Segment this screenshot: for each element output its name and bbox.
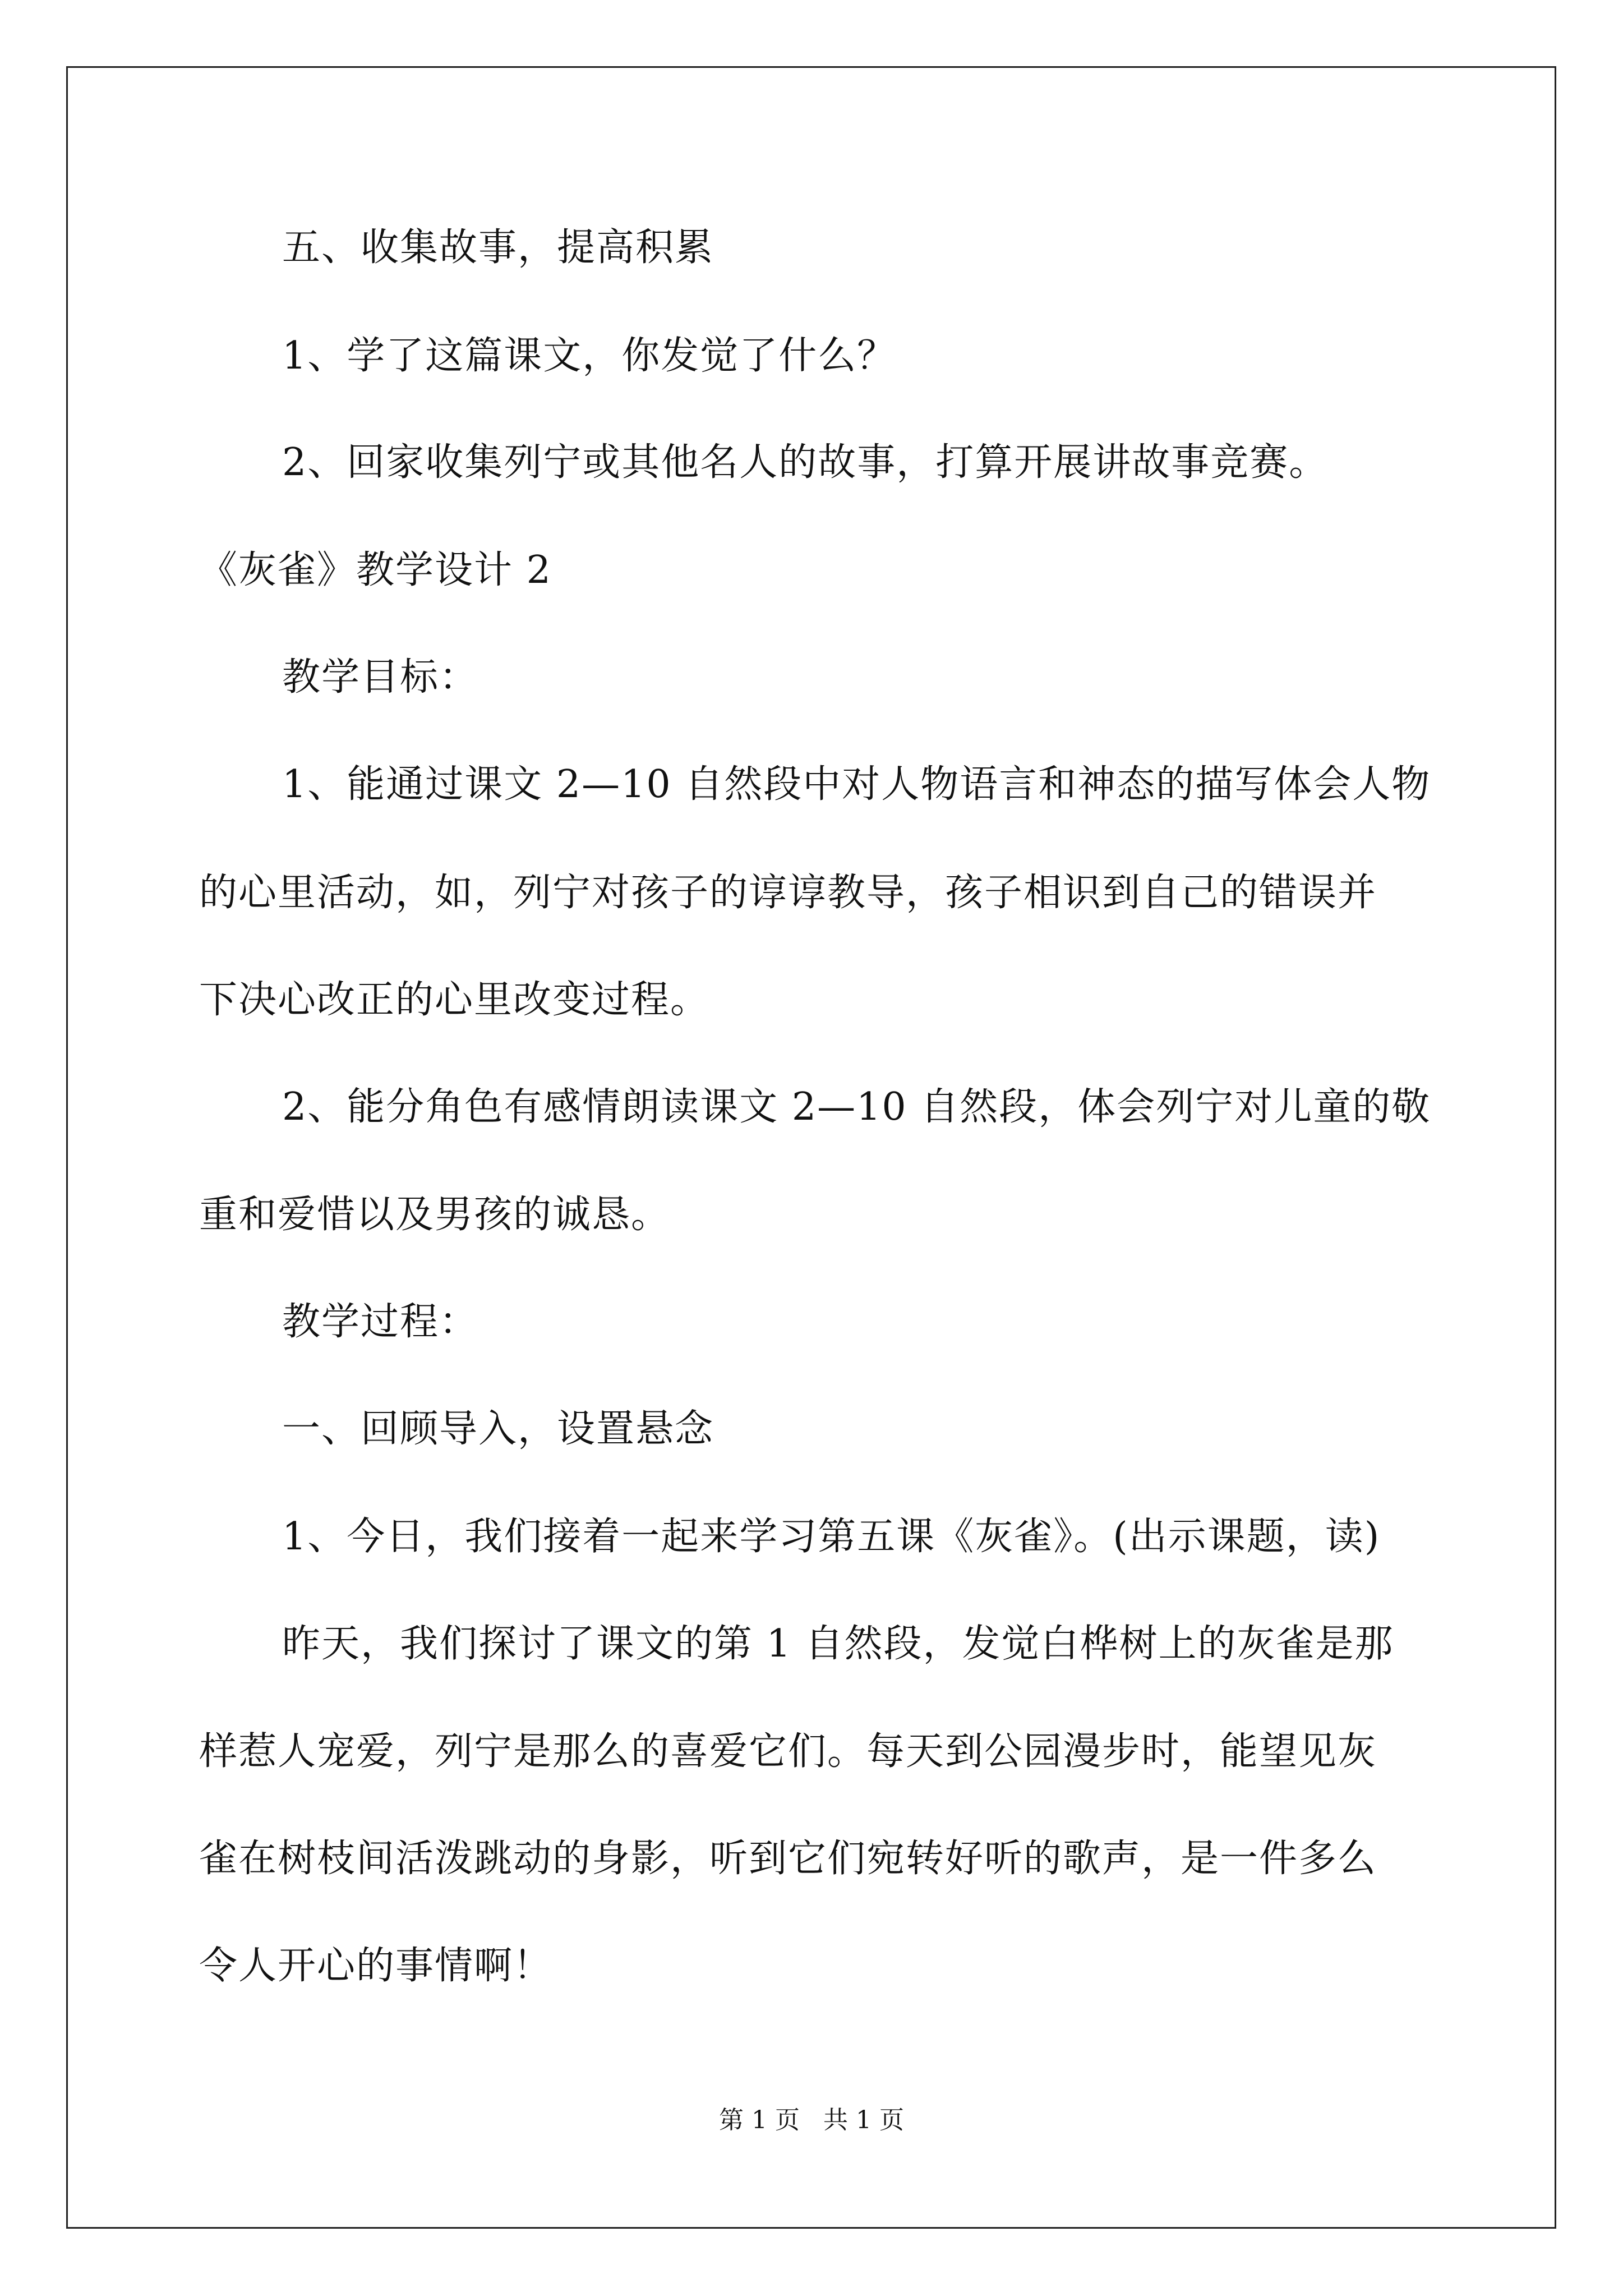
text-line: 重和爱惜以及男孩的诚恳。 xyxy=(199,1193,671,1237)
text-line: 教学过程： xyxy=(282,1300,479,1344)
text-line: 五、收集故事，提高积累 xyxy=(282,226,714,270)
text-line: 教学目标： xyxy=(282,655,479,700)
section-heading: 《灰雀》教学设计 2 xyxy=(199,548,552,592)
text-line: 昨天，我们探讨了课文的第 1 自然段，发觉白桦树上的灰雀是那 xyxy=(282,1622,1394,1666)
text-line: 的心里活动，如，列宁对孩子的谆谆教导，孩子相识到自己的错误并 xyxy=(199,871,1377,915)
text-line: 2、能分角色有感情朗读课文 2—10 自然段，体会列宁对儿童的敬 xyxy=(282,1085,1431,1129)
text-line: 雀在树枝间活泼跳动的身影，听到它们宛转好听的歌声，是一件多么 xyxy=(199,1837,1377,1881)
page-number: 第 1 页 共 1 页 xyxy=(719,2106,904,2134)
text-line: 一、回顾导入，设置悬念 xyxy=(282,1407,714,1451)
text-line: 1、今日，我们接着一起来学习第五课《灰雀》。(出示课题，读) xyxy=(282,1515,1381,1559)
text-line: 令人开心的事情啊！ xyxy=(199,1944,553,1988)
text-line: 2、回家收集列宁或其他名人的故事，打算开展讲故事竞赛。 xyxy=(282,440,1329,485)
text-line: 下决心改正的心里改变过程。 xyxy=(199,978,710,1022)
text-line: 1、学了这篇课文，你发觉了什么？ xyxy=(282,334,897,378)
text-line: 样惹人宠爱，列宁是那么的喜爱它们。每天到公园漫步时，能望见灰 xyxy=(199,1729,1377,1774)
page-border xyxy=(66,66,1556,2229)
text-line: 1、能通过课文 2—10 自然段中对人物语言和神态的描写体会人物 xyxy=(282,762,1431,807)
